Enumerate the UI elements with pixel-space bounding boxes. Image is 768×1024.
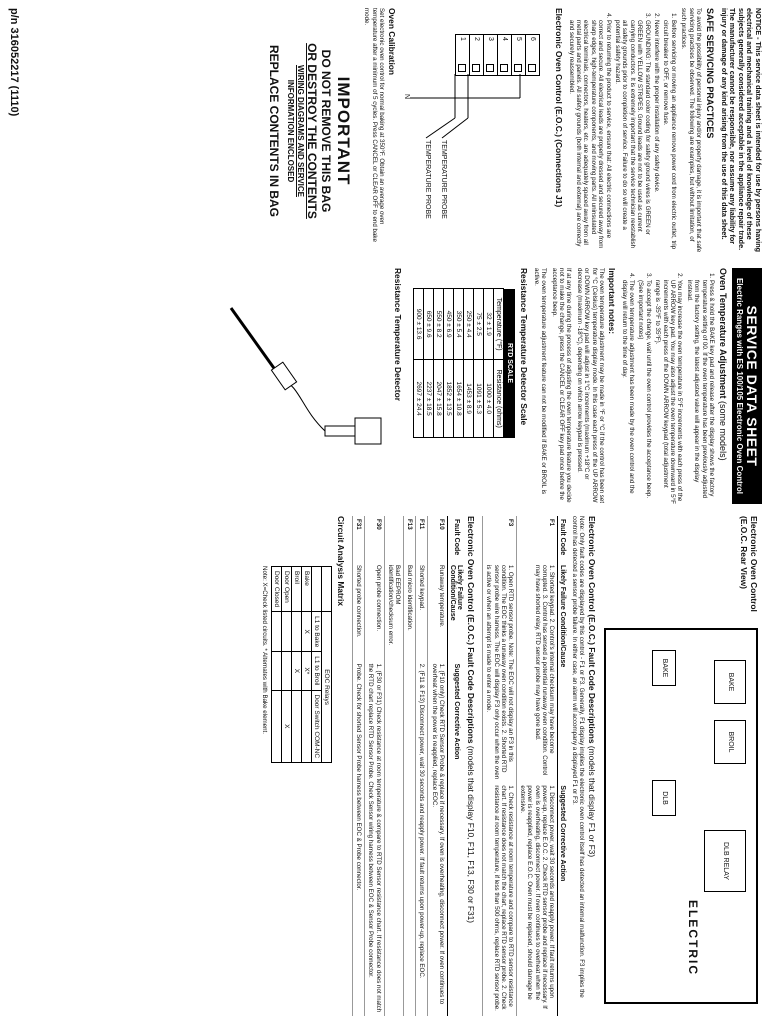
fault-cause: Bad EEPROM identification/checksum error. <box>384 562 403 661</box>
matrix-cell <box>301 690 311 763</box>
adjust-step: 1. Press & hold the BAKE key pad and release after the display shows the factory temperature setting of 00. If the oven temperature has been previously adjusted from the factory setting, the latest adjusted value will appear in the display instead. <box>685 280 715 504</box>
matrix-row-label: Door Closed <box>271 567 281 612</box>
rtd-temperature: 250 ± 4.4 <box>464 289 474 360</box>
connector-diagram <box>400 8 550 254</box>
neutral-label: N <box>403 94 411 100</box>
sheet-subtitle: Electric Ranges with ES 100/105 Electronic Oven Control <box>735 277 744 495</box>
fault1-heading: Electronic Oven Control (E.O.C.) Fault Code Descriptions <box>587 516 597 744</box>
matrix-cell: X* <box>301 652 311 690</box>
rtd-resistance: 1453 ± 8.9 <box>464 360 474 438</box>
fault1-col: Suggested Corrective Action <box>557 782 567 1016</box>
matrix-col: Door Switch COM-NC <box>311 690 321 763</box>
table-row <box>484 289 494 438</box>
adjust-heading-note: (some models) <box>718 401 728 461</box>
matrix-cell: X <box>291 652 301 690</box>
safe-list <box>567 8 677 254</box>
fault1-note: Note: Only fault codes are displayed by this control - F1 or F3. Generally, F1 display implies the electronic oven control itself has detected an internal malfunction. F3 implies the control has detected a sensor probe failure. In either case, an alarm will accompany a displayed F1 or F3. <box>570 516 585 998</box>
table-row <box>428 516 447 1016</box>
rtd-table <box>413 288 515 438</box>
table-row <box>416 516 428 1016</box>
rtd-temperature: 650 ± 9.6 <box>424 289 434 360</box>
notes-heading: Important notes: <box>607 268 618 335</box>
middle-column <box>0 262 768 510</box>
matrix-col: L1 to Bake <box>311 612 321 652</box>
control-board <box>604 628 758 1004</box>
fault-action <box>384 661 403 1016</box>
table-row <box>403 516 415 1016</box>
rtd-resistance: 2237 ± 18.5 <box>424 360 434 438</box>
fault-cause: 1. Shorted keypad. 2. Control's internal checksum may have become corrupted. 3. Control has sensed a potential runaway oven condition. Control may have shorted relay, RTD sensor probe may have gone bad. <box>516 562 557 782</box>
fault-action: Probe. Check for shorted Sensor Probe harness between EOC & Probe connector. <box>352 661 364 1016</box>
table-row <box>424 289 434 438</box>
table-row <box>464 289 474 438</box>
connector-pin: 6 <box>525 35 539 75</box>
important-line: OR DESTROY THE CONTENTS <box>304 43 319 219</box>
fault-action <box>403 661 415 1016</box>
table-row <box>291 567 301 763</box>
matrix-cell: X <box>281 690 291 763</box>
connector-pin: 2 <box>469 35 483 75</box>
adjust-step: 4. The oven temperature adjustment has been made by the oven control and the display will return to the time of day. <box>620 280 635 504</box>
table-row <box>384 516 403 1016</box>
fault2-col: Fault Code <box>447 516 464 562</box>
fault-code: F11 <box>416 516 428 562</box>
fault-action: 1. Check resistance at room temperature and compare to RTD sensor resistance chart. If resistance does not match the chart, replace RTD sensor probe. 2. Check resistance at room temperature, if less than 500 ohms, replace RTD sensor probe. <box>483 782 517 1016</box>
fault-code: F1 <box>516 516 557 562</box>
fault-action: 1. (F10 only) Check RTD Sensor Probe & replace if necessary. If oven is overheating, disconnect power. If oven continues to overheat when the power is reapplied, replace EOC. <box>428 661 447 1016</box>
fault2-table <box>352 516 464 1016</box>
table-row <box>516 516 557 1016</box>
fault1-table <box>482 516 567 1016</box>
relay-bake-terminal: BAKE <box>652 650 676 686</box>
fault-code: F3 <box>483 516 517 562</box>
table-row <box>483 516 517 1016</box>
rtd-resistance: 1000 ± 4.0 <box>484 360 494 438</box>
matrix-row-label: Bake <box>301 567 311 612</box>
circuit-note: Note: X=Check listed circuits. * Alternates with Bake element. <box>260 566 268 734</box>
connector-wires <box>400 8 550 248</box>
rear-view-heading: Electronic Oven Control (E.O.C. Rear View) <box>739 516 759 612</box>
fault1-heading-note: (models that display F1 or F3) <box>587 745 597 858</box>
matrix-col: L1 to Broil <box>311 652 321 690</box>
fault-cause: Shorted probe connection. <box>352 562 364 661</box>
important-title: IMPORTANT <box>333 76 353 186</box>
table-row <box>474 289 484 438</box>
rtd-temperature: 32 ± 1.9 <box>484 289 494 360</box>
rtd-temperature: 550 ± 8.2 <box>434 289 444 360</box>
matrix-row-label: Broil <box>291 567 301 612</box>
matrix-cell <box>281 612 291 652</box>
fault2-col: Likely Failure Condition/Cause <box>447 562 464 661</box>
relay-group-label: EOC Relays <box>321 612 331 763</box>
rtd-probe-drawing <box>221 268 391 498</box>
table-row <box>414 289 424 438</box>
calibration-text: Set electronic oven control for normal baking at 350°F. Obtain an average oven temperature after a minimum of 5 cycles. Press CANCEL or CLEAR OFF to end bake mode. <box>363 8 386 242</box>
rtd-col-header: Temperature (°F) <box>494 289 504 360</box>
matrix-cell: X <box>301 612 311 652</box>
connector-pin: 1 <box>456 35 469 75</box>
safe-intro: To avoid the possibility of personal injury and/or property damage, it is important that safe servicing practices be observed. The following are examples, but without limitation, of such practices. <box>680 8 703 253</box>
important-line: REPLACE CONTENTS IN BAG <box>266 44 281 217</box>
adjust-note: The oven temperature adjustment may be made in °F or °C if the control has been set for °C (Celsius) temperature display mode. In this case each press of the UP ARROW or DOWN ARROW key pad will adjust in 1°C increments (maximum +18°C or decrease (maximum -18°C), depending on which arrow keypad is pressed. <box>575 268 606 504</box>
rtd-temperature: 75 ± 2.5 <box>474 289 484 360</box>
adjust-step: 2. You may increase the oven temperature in 5°F increments with each press of the UP ARROW key pad. You may also adjust the oven temperature downward in 5°F increments with each press of the DOWN ARROW keypad (total adjustment range is -35°F to 35°F). <box>654 280 684 504</box>
matrix-row-label: Door Open <box>281 567 291 612</box>
notice <box>719 8 762 254</box>
probe-label: TEMPERATURE PROBE <box>424 140 432 219</box>
detector-heading: Resistance Temperature Detector <box>393 268 404 401</box>
table-row <box>444 289 454 438</box>
relay-dlb-terminal: DLB <box>652 780 676 816</box>
table-row <box>281 567 291 763</box>
relay-broil: BROIL <box>714 720 746 764</box>
adjust-steps <box>620 268 715 504</box>
part-number: p/n 316052217 (1110) <box>8 8 20 117</box>
important-line: INFORMATION ENCLOSED <box>285 79 295 183</box>
table-row <box>301 567 311 763</box>
matrix-col <box>311 567 321 612</box>
circuit-matrix <box>271 566 332 763</box>
rtd-resistance: 2697 ± 24.4 <box>414 360 424 438</box>
important-box <box>267 8 353 254</box>
board-label: ELECTRIC <box>686 900 700 976</box>
probe-label: TEMPERATURE PROBE <box>440 140 448 219</box>
fault-cause: Shorted keypad. <box>416 562 428 661</box>
matrix-cell <box>291 612 301 652</box>
left-column <box>0 0 768 262</box>
rtd-temperature: 350 ± 5.4 <box>454 289 464 360</box>
relay-bake: BAKE <box>714 660 746 704</box>
fault-cause: 1. Open RTD sensor probe. Note: The EOC will not display an F3 in this condition. The EOC thinks a runaway oven condition exists. 2. Shorted RTD sensor probe wire harness. The EOC will display F3 only occur when the oven is active or when an attempt is made to enter a mode. <box>483 562 517 782</box>
important-line: DO NOT REMOVE THIS BAG <box>318 49 333 213</box>
fault1-col: Fault Code <box>557 516 567 562</box>
rtd-temperature: 450 ± 6.9 <box>444 289 454 360</box>
table-row <box>365 516 384 1016</box>
fault-code: F10 <box>428 516 447 562</box>
connector-pin: 4 <box>497 35 511 75</box>
safe-item: 4. Prior to returning the product to service, ensure that: All electric connections are correct and secure. All electrical leads are properly dressed and secured away from sharp edges, high-temperature components, and moving parts. All uninsulated electrical terminals, connectors, heaters, etc. are adequately spaced away from all metal parts and panels. All safety grounds (both internal and external) are correctly and securely reassembled. <box>567 20 611 254</box>
adjust-note: The oven temperature adjustment feature can not be modified if BAKE or BROIL is active. <box>532 268 548 495</box>
fault-cause: Runaway temperature. <box>428 562 447 661</box>
fault-action: 1. (F30 or F31) Check resistance at room temperature & compare to RTD Sensor resistance chart. If resistance does not match the RTD chart replace RTD Sensor Probe. Check Sensor wiring harness between EOC & Sensor Probe connector. <box>365 661 384 1016</box>
rtd-resistance: 1091 ± 5.3 <box>474 360 484 438</box>
safe-item: 1. Before servicing or moving an appliance remove power cord from electric outlet, trip circuit breaker to OFF, or remove fuse. <box>662 20 677 254</box>
matrix-cell <box>271 652 281 690</box>
matrix-cell <box>291 690 301 763</box>
fault-code <box>384 516 403 562</box>
connector-heading: Electronic Oven Control (E.O.C.) (Connections J1) <box>554 8 565 208</box>
fault-code: F30 <box>365 516 384 562</box>
rtd-heading: Resistance Temperature Detector Scale <box>519 268 530 426</box>
calibration-heading: Oven Calibration <box>387 8 398 76</box>
matrix-cell <box>281 652 291 690</box>
matrix-cell <box>271 690 281 763</box>
fault-code: F31 <box>352 516 364 562</box>
relay-dlb: DLB RELAY <box>704 830 746 892</box>
notice-label: NOTICE - <box>754 8 763 40</box>
rtd-temperature: 900 ± 13.6 <box>414 289 424 360</box>
fault-code: F13 <box>403 516 415 562</box>
circuit-heading: Circuit Analysis Matrix <box>335 516 346 606</box>
adjust-step: 3. To accept the change, wait until the oven control provides the acceptance beep. (See important notes) <box>637 280 652 504</box>
adjust-heading: Oven Temperature Adjustment <box>718 268 728 399</box>
connector-pin: 3 <box>483 35 497 75</box>
safe-item: 2. Never interfere with the proper installation of any safety device. <box>653 20 660 254</box>
rtd-resistance: 1852 ± 13.5 <box>444 360 454 438</box>
rtd-table-title: RTD SCALE <box>504 289 516 438</box>
fault-action: 2. (F11 & F13) Disconnect power, wait 30 seconds and reapply power. If fault returns upon power-up, replace EOC. <box>416 661 428 1016</box>
adjust-note: If at any time during the process of adjusting the oven temperature feature you decide not to make the change, press the CANCEL or CLEAR OFF key pad once before the acceptance beep. <box>550 268 573 503</box>
safe-heading: SAFE SERVICING PRACTICES <box>705 8 716 139</box>
fault2-col: Suggested Corrective Action <box>447 661 464 1016</box>
table-row <box>271 567 281 763</box>
rtd-resistance: 2047 ± 15.8 <box>434 360 444 438</box>
table-row <box>352 516 364 1016</box>
sheet-title: SERVICE DATA SHEET <box>744 305 760 467</box>
title-bar <box>732 268 762 504</box>
right-column <box>0 510 768 1024</box>
table-row <box>454 289 464 438</box>
fault-cause: Bad micro identification. <box>403 562 415 661</box>
matrix-cell <box>271 612 281 652</box>
rtd-col-header: Resistance (ohms) <box>494 360 504 438</box>
fault1-col: Likely Failure Condition/Cause <box>557 562 567 782</box>
table-row <box>434 289 444 438</box>
fault-action: 1. Disconnect power, wait 30 seconds and reapply power. If fault returns upon power-up, replace E.O.C. 2. Check RTD sensor probe and replace if necessary. If oven is overheating, disconnect power. If oven continues to overheat when the power is reapplied, replace E.O.C. Oven must be replaced, should damage be extensive. <box>516 782 557 1016</box>
important-line: WIRING DIAGRAMS AND SERVICE <box>295 64 305 197</box>
fault-cause: Open probe connection. <box>365 562 384 661</box>
rtd-resistance: 1654 ± 10.8 <box>454 360 464 438</box>
fault2-heading: Electronic Oven Control (E.O.C.) Fault Code Descriptions <box>466 516 477 744</box>
connector-pin: 5 <box>511 35 525 75</box>
fault2-heading-note: (models that display F10, F11, F13, F30 or F31) <box>466 745 477 924</box>
notice-text: This service data sheet is intended for use by persons having electrical and mechanical training and a level of knowledge of these subjects generally considered acceptable in the appliance repair trade. The manufacturer cannot be responsible, nor assume any liability for injury or damage of any kind arising from the use of this data sheet. <box>719 8 763 253</box>
safe-item: 3. GROUNDING: The standard color coding for safety ground wires is GREEN or GREEN with YELLOW STRIPES. Ground leads are not to be used as current carrying conductors. It is extremely important that the service technician reestablish all safety grounds prior to completion of service. Failure to do so will create a potential safety hazard. <box>614 20 651 254</box>
